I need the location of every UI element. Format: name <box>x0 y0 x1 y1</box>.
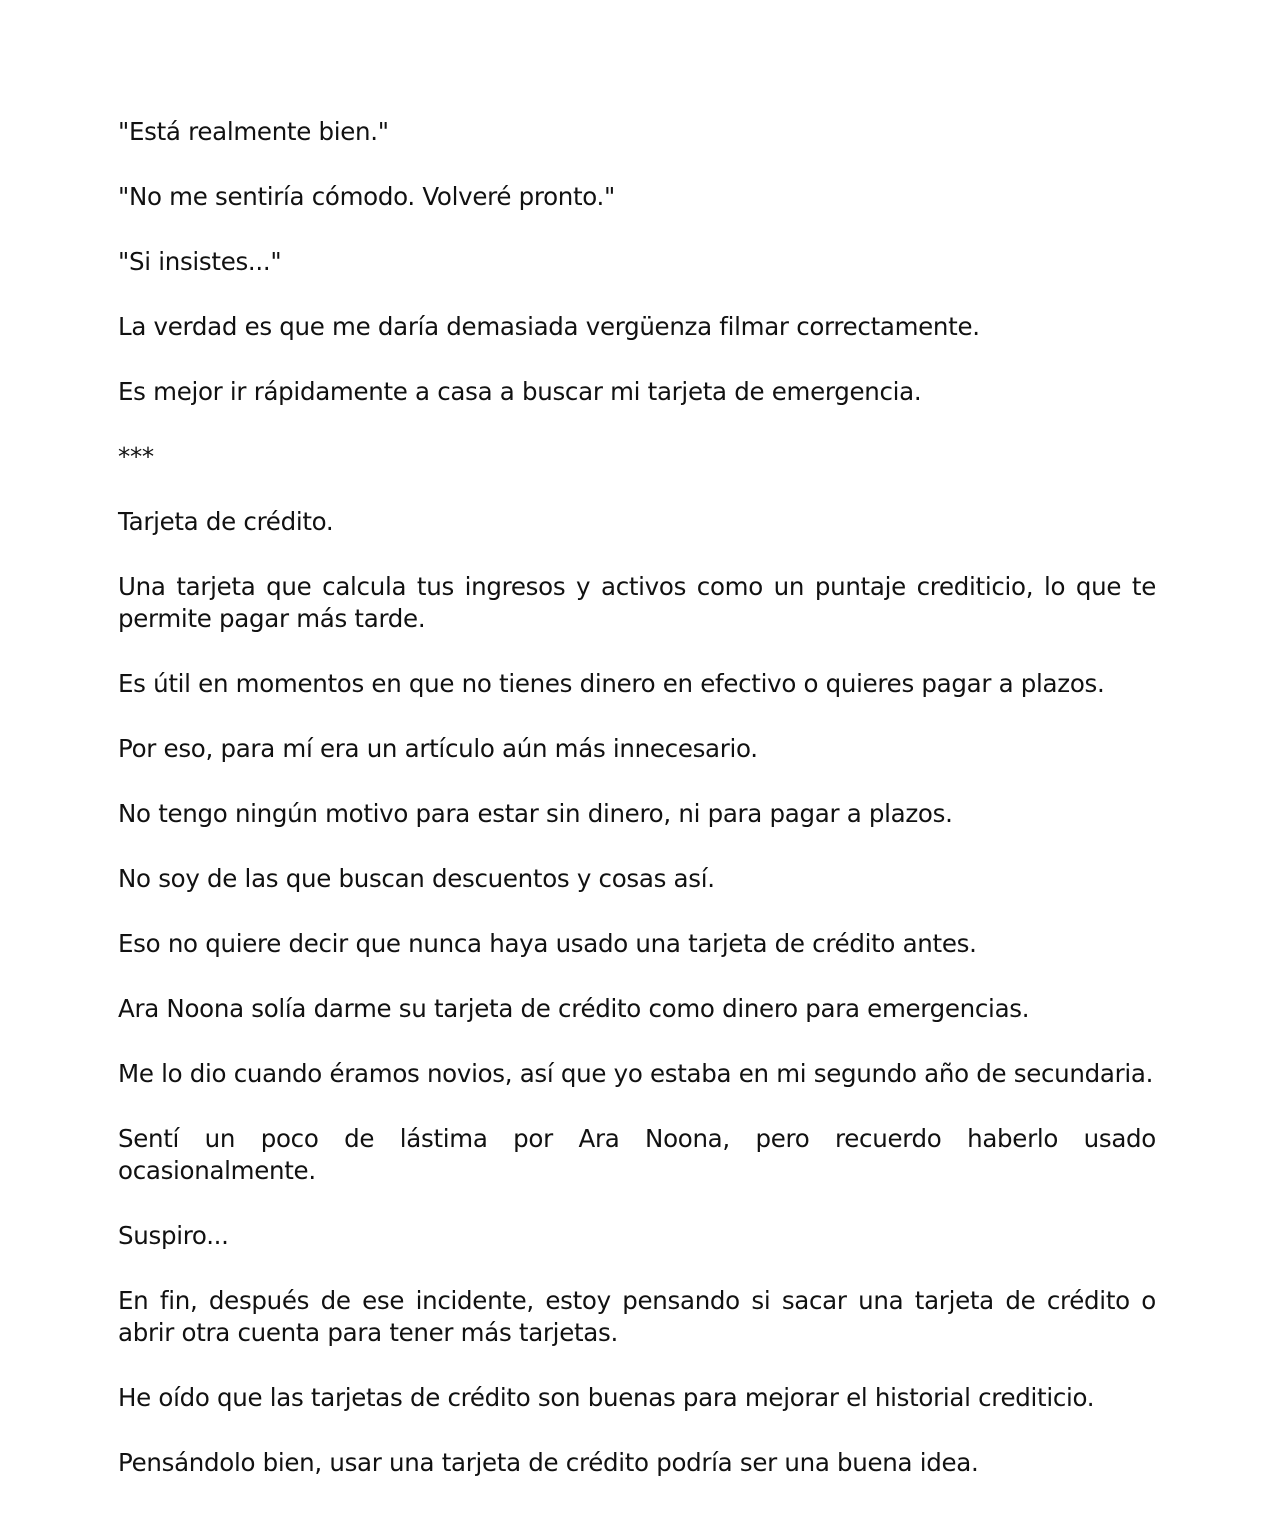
paragraph-7: Tarjeta de crédito. <box>118 507 334 536</box>
paragraph-11: No tengo ningún motivo para estar sin dinero, ni para pagar a plazos. <box>118 799 953 828</box>
paragraph-8: Una tarjeta que calcula tus ingresos y activos como un puntaje crediticio, lo que te permite pagar más tarde. <box>118 572 1156 633</box>
paragraph-14: Ara Noona solía darme su tarjeta de crédito como dinero para emergencias. <box>118 994 1030 1023</box>
paragraph-2: "No me sentiría cómodo. Volveré pronto." <box>118 182 616 211</box>
paragraph-19: He oído que las tarjetas de crédito son buenas para mejorar el historial crediticio. <box>118 1383 1095 1412</box>
paragraph-15: Me lo dio cuando éramos novios, así que yo estaba en mi segundo año de secundaria. <box>118 1059 1154 1088</box>
paragraph-9: Es útil en momentos en que no tienes dinero en efectivo o quieres pagar a plazos. <box>118 669 1105 698</box>
paragraph-1: "Está realmente bien." <box>118 117 389 146</box>
paragraph-10: Por eso, para mí era un artículo aún más innecesario. <box>118 734 758 763</box>
paragraph-20: Pensándolo bien, usar una tarjeta de crédito podría ser una buena idea. <box>118 1448 979 1477</box>
paragraph-13: Eso no quiere decir que nunca haya usado una tarjeta de crédito antes. <box>118 929 977 958</box>
document-page <box>118 116 1156 1512</box>
paragraph-4: La verdad es que me daría demasiada vergüenza filmar correctamente. <box>118 312 980 341</box>
scene-break: *** <box>118 442 154 471</box>
paragraph-16: Sentí un poco de lástima por Ara Noona, pero recuerdo haberlo usado ocasionalmente. <box>118 1124 1156 1185</box>
paragraph-3: "Si insistes..." <box>118 247 282 276</box>
paragraph-18: En fin, después de ese incidente, estoy pensando si sacar una tarjeta de crédito o abrir otra cuenta para tener más tarjetas. <box>118 1286 1156 1347</box>
paragraph-5: Es mejor ir rápidamente a casa a buscar mi tarjeta de emergencia. <box>118 377 922 406</box>
paragraph-12: No soy de las que buscan descuentos y cosas así. <box>118 864 715 893</box>
paragraph-17: Suspiro... <box>118 1221 229 1250</box>
